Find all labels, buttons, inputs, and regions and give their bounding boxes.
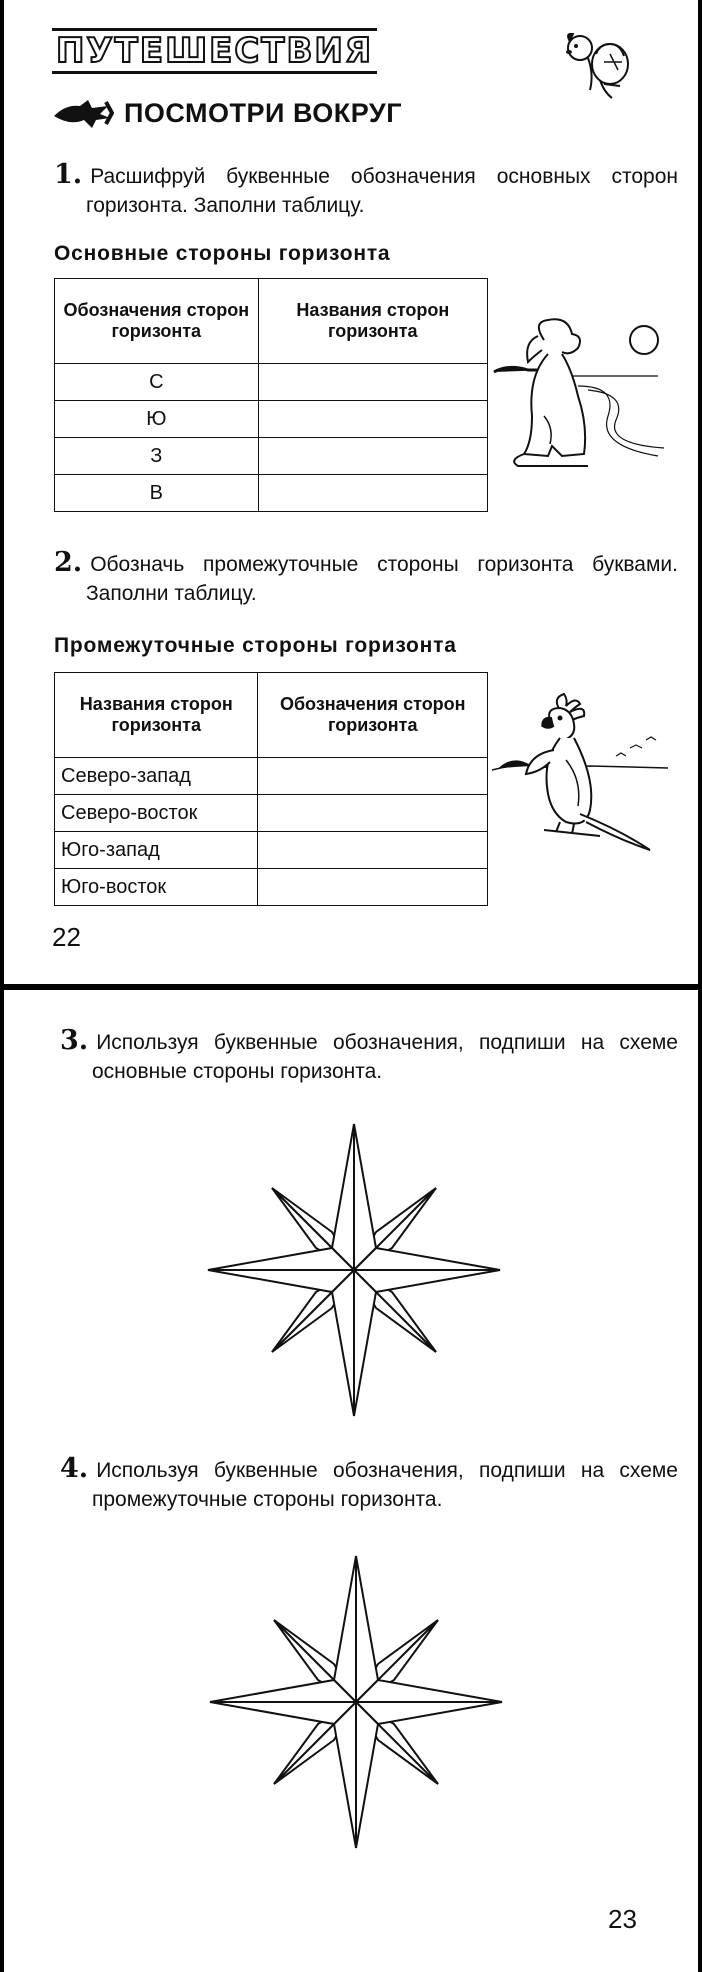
table-2-caption: Промежуточные стороны горизонта <box>54 634 457 657</box>
table-2-answer-cell[interactable] <box>258 869 488 906</box>
page-number-23: 23 <box>608 1904 637 1934</box>
dog-backpack-illustration <box>560 24 640 104</box>
table-1-header-2: Названия сторон горизонта <box>258 279 487 364</box>
compass-rose-intermediate-directions <box>206 1552 506 1852</box>
table-2-cell-name: Северо-восток <box>55 795 258 832</box>
sitting-dog-illustration <box>488 316 668 476</box>
parrot-illustration <box>490 690 670 860</box>
section-heading <box>52 96 402 130</box>
task-2-text: Обозначь промежуточные стороны горизонта буквами. Заполни таблицу. <box>86 553 678 605</box>
header-title: ПУТЕШЕСТВИЯ <box>52 28 377 74</box>
table-1-answer-cell[interactable] <box>258 401 487 438</box>
table-2-cell-name: Юго-запад <box>55 832 258 869</box>
table-1-cell-code: Ю <box>55 401 259 438</box>
page-number-22: 22 <box>52 922 81 952</box>
task-2 <box>54 548 678 608</box>
runner-pointer-icon <box>52 96 114 130</box>
task-4 <box>60 1454 678 1514</box>
table-2-cell-name: Северо-запад <box>55 758 258 795</box>
table-2-answer-cell[interactable] <box>258 758 488 795</box>
table-row <box>55 364 488 401</box>
table-intermediate-directions <box>54 672 488 906</box>
task-1-number: 1. <box>54 159 83 190</box>
table-row <box>55 869 488 906</box>
task-1-text: Расшифруй буквенные обозначения основных сторон горизонта. Заполни таблицу. <box>86 165 678 217</box>
table-1-answer-cell[interactable] <box>258 475 487 512</box>
table-row <box>55 475 488 512</box>
table-2-header-1: Названия сторон горизонта <box>55 673 258 758</box>
compass-rose-main-directions <box>204 1120 504 1420</box>
table-2-answer-cell[interactable] <box>258 795 488 832</box>
table-1-cell-code: З <box>55 438 259 475</box>
table-row <box>55 401 488 438</box>
table-1-cell-code: В <box>55 475 259 512</box>
table-1-answer-cell[interactable] <box>258 438 487 475</box>
table-2-answer-cell[interactable] <box>258 832 488 869</box>
page-22 <box>4 0 698 984</box>
task-3 <box>60 1026 678 1086</box>
header-title-box <box>52 28 377 74</box>
task-4-number: 4. <box>60 1453 89 1484</box>
table-row <box>55 832 488 869</box>
table-2-cell-name: Юго-восток <box>55 869 258 906</box>
table-1-header-1: Обозначения сторон горизонта <box>55 279 259 364</box>
table-main-directions <box>54 278 488 512</box>
section-title: ПОСМОТРИ ВОКРУГ <box>124 97 403 128</box>
page-23 <box>4 990 698 1972</box>
task-3-text: Используя буквенные обозначения, подпиши на схеме основные стороны горизонта. <box>92 1031 678 1083</box>
task-1 <box>54 160 678 220</box>
task-3-number: 3. <box>60 1025 89 1056</box>
task-4-text: Используя буквенные обозначения, подпиши на схеме промежуточные стороны горизонта. <box>92 1459 678 1511</box>
table-row <box>55 438 488 475</box>
table-1-caption: Основные стороны горизонта <box>54 242 391 265</box>
table-row <box>55 795 488 832</box>
table-1-answer-cell[interactable] <box>258 364 487 401</box>
table-1-cell-code: С <box>55 364 259 401</box>
table-row <box>55 758 488 795</box>
table-2-header-2: Обозначения сторон горизонта <box>258 673 488 758</box>
task-2-number: 2. <box>54 547 83 578</box>
